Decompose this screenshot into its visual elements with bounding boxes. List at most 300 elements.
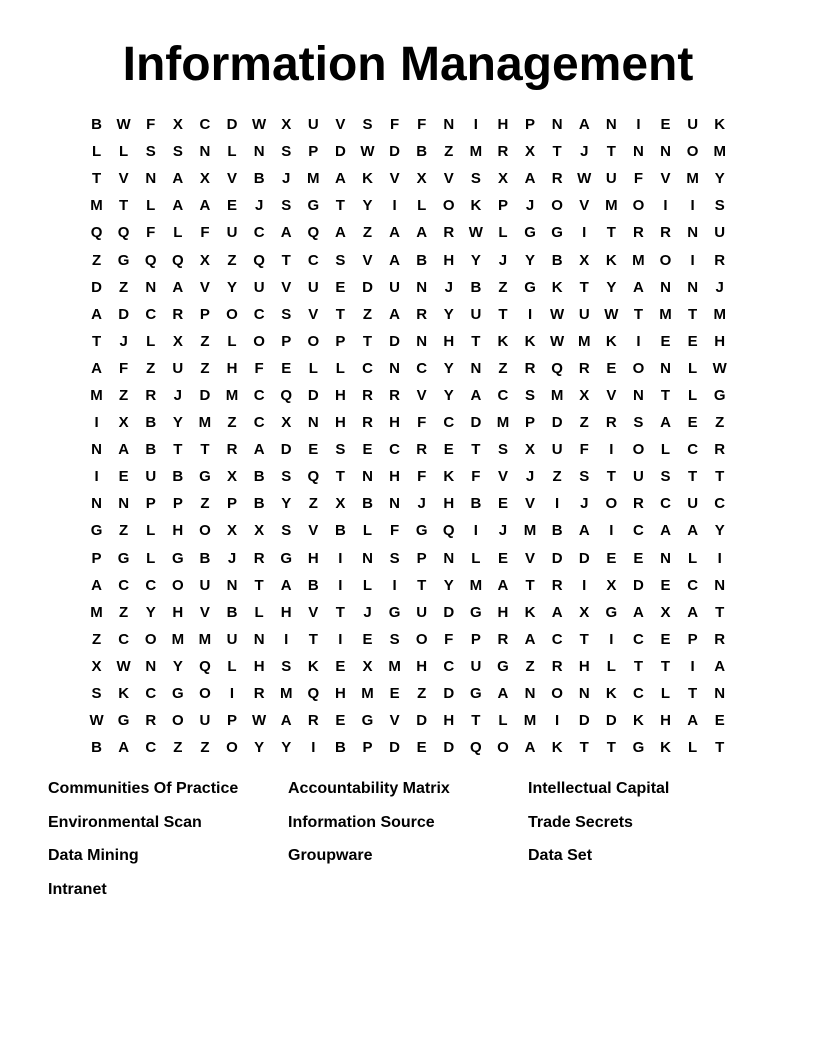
grid-letter: D [551, 414, 563, 432]
grid-letter: L [362, 576, 373, 594]
grid-letter: X [254, 522, 265, 540]
grid-letter: O [226, 305, 238, 323]
grid-letter: T [633, 657, 643, 675]
grid-letter: E [497, 495, 508, 513]
grid-letter: X [579, 251, 590, 269]
grid-letter: A [280, 576, 292, 594]
grid-letter: Q [551, 359, 563, 377]
grid-letter: C [633, 522, 644, 540]
grid-letter: H [334, 414, 346, 432]
grid-letter: N [145, 278, 157, 296]
grid-letter: O [226, 739, 238, 757]
grid-letter: Q [90, 224, 103, 242]
grid-letter: U [605, 170, 617, 188]
grid-letter: C [416, 359, 428, 377]
grid-letter: Y [443, 305, 454, 323]
grid-letter: K [362, 170, 373, 188]
grid-letter: M [388, 657, 401, 675]
grid-letter: G [713, 386, 726, 404]
grid-letter: P [172, 495, 183, 513]
grid-letter: Z [119, 522, 129, 540]
grid-letter: Z [444, 143, 454, 161]
grid-letter: C [362, 359, 373, 377]
grid-letter: C [253, 386, 265, 404]
grid-letter: P [308, 143, 319, 161]
grid-letter: M [279, 685, 293, 703]
grid-letter: M [198, 414, 212, 432]
grid-letter: I [582, 224, 587, 242]
grid-letter: Y [443, 386, 454, 404]
grid-letter: I [392, 197, 397, 215]
grid-letter: V [389, 712, 400, 730]
grid-letter: A [91, 359, 102, 377]
grid-letter: G [199, 468, 211, 486]
grid-letter: N [714, 576, 726, 594]
grid-letter: T [417, 576, 427, 594]
grid-letter: A [172, 197, 184, 215]
grid-letter: Z [227, 251, 237, 269]
grid-letter: E [281, 359, 292, 377]
grid-letter: M [361, 685, 374, 703]
grid-letter: N [660, 359, 671, 377]
grid-letter: Y [254, 739, 265, 757]
grid-letter: H [443, 332, 455, 350]
grid-letter: J [363, 603, 372, 621]
grid-letter: A [199, 197, 211, 215]
grid-letter: B [551, 522, 563, 540]
grid-letter: R [389, 386, 400, 404]
grid-letter: N [145, 657, 157, 675]
grid-letter: D [416, 712, 428, 730]
grid-letter: O [632, 441, 645, 459]
grid-letter: X [227, 468, 238, 486]
grid-letter: W [550, 305, 565, 323]
grid-letter: A [172, 170, 184, 188]
grid-letter: H [443, 251, 455, 269]
grid-letter: S [660, 468, 671, 486]
grid-letter: R [633, 495, 644, 513]
grid-letter: M [496, 414, 510, 432]
grid-letter: H [334, 685, 346, 703]
grid-letter: N [416, 332, 428, 350]
grid-letter: G [524, 224, 536, 242]
grid-letter: L [173, 224, 183, 242]
grid-letter: D [443, 739, 455, 757]
grid-letter: Y [714, 522, 725, 540]
grid-letter: X [227, 522, 238, 540]
grid-letter: N [714, 685, 726, 703]
word-list-item: Accountability Matrix [288, 780, 450, 797]
grid-letter: T [335, 468, 345, 486]
grid-letter: F [444, 630, 454, 648]
grid-letter: Y [281, 495, 292, 513]
grid-letter: D [605, 712, 617, 730]
grid-letter: Y [714, 170, 725, 188]
grid-letter: V [281, 278, 292, 296]
grid-letter: C [443, 414, 455, 432]
grid-letter: R [145, 386, 157, 404]
grid-letter: R [714, 630, 726, 648]
grid-letter: G [470, 685, 482, 703]
grid-letter: Y [362, 197, 373, 215]
grid-letter: K [551, 278, 563, 296]
grid-letter: K [307, 657, 319, 675]
grid-letter: Z [715, 414, 725, 432]
grid-letter: O [659, 251, 672, 269]
grid-letter: T [173, 441, 183, 459]
grid-letter: M [577, 332, 591, 350]
grid-letter: N [199, 143, 211, 161]
grid-letter: F [389, 522, 400, 540]
grid-letter: B [416, 143, 428, 161]
grid-letter: T [91, 332, 102, 350]
grid-letter: I [338, 549, 343, 567]
grid-letter: T [200, 441, 210, 459]
grid-letter: Q [307, 468, 320, 486]
grid-letter: B [416, 251, 428, 269]
grid-letter: I [94, 468, 99, 486]
grid-letter: A [524, 170, 536, 188]
grid-letter: E [227, 197, 238, 215]
grid-letter: T [715, 739, 725, 757]
grid-letter: S [172, 143, 183, 161]
grid-letter: A [660, 522, 671, 540]
grid-letter: G [632, 739, 645, 757]
grid-letter: H [307, 549, 319, 567]
grid-letter: O [253, 332, 265, 350]
grid-letter: N [118, 495, 130, 513]
grid-letter: A [497, 685, 509, 703]
grid-letter: R [497, 630, 509, 648]
grid-letter: S [389, 630, 400, 648]
grid-letter: K [605, 251, 617, 269]
grid-letter: E [660, 576, 671, 594]
grid-letter: P [416, 549, 427, 567]
grid-letter: W [252, 712, 267, 730]
grid-letter: T [606, 468, 616, 486]
grid-letter: V [660, 170, 671, 188]
grid-letter: M [90, 603, 103, 621]
grid-letter: T [335, 305, 345, 323]
grid-letter: B [199, 549, 211, 567]
grid-letter: T [606, 739, 616, 757]
grid-letter: D [199, 386, 211, 404]
grid-letter: Z [308, 495, 318, 513]
grid-letter: X [579, 386, 590, 404]
grid-letter: F [200, 224, 210, 242]
grid-letter: P [687, 630, 698, 648]
grid-letter: I [311, 739, 316, 757]
grid-letter: S [714, 197, 725, 215]
grid-letter: U [389, 278, 400, 296]
grid-letter: C [145, 739, 157, 757]
word-list-item: Environmental Scan [48, 813, 202, 831]
grid-letter: D [280, 441, 292, 459]
grid-letter: N [253, 143, 265, 161]
grid-letter: O [307, 332, 320, 350]
grid-letter: U [226, 224, 238, 242]
grid-letter: I [555, 495, 560, 513]
grid-letter: G [171, 685, 184, 703]
word-list-item: Information Source [288, 813, 435, 831]
grid-letter: K [660, 739, 671, 757]
grid-letter: L [471, 549, 481, 567]
grid-letter: X [660, 603, 671, 621]
grid-letter: P [525, 116, 536, 134]
grid-letter: T [281, 251, 291, 269]
grid-letter: I [636, 332, 641, 350]
grid-letter: N [91, 495, 102, 513]
grid-letter: D [362, 278, 373, 296]
grid-letter: Z [552, 468, 562, 486]
grid-letter: C [307, 251, 319, 269]
grid-letter: B [91, 116, 102, 134]
grid-letter: V [416, 386, 427, 404]
grid-letter: A [280, 712, 292, 730]
grid-letter: J [119, 332, 128, 350]
grid-letter: A [118, 739, 130, 757]
grid-letter: V [335, 116, 346, 134]
grid-letter: S [633, 414, 644, 432]
word-list-item: Trade Secrets [528, 813, 633, 831]
grid-letter: A [497, 576, 509, 594]
grid-letter: N [389, 495, 400, 513]
grid-letter: R [660, 224, 671, 242]
grid-letter: L [146, 197, 156, 215]
grid-letter: A [389, 251, 400, 269]
grid-letter: M [713, 143, 726, 161]
grid-letter: T [471, 441, 481, 459]
grid-letter: O [497, 739, 509, 757]
grid-letter: X [281, 116, 292, 134]
word-list [48, 776, 768, 911]
grid-letter: N [362, 468, 373, 486]
grid-letter: A [687, 522, 699, 540]
grid-letter: W [89, 712, 104, 730]
grid-letter: N [362, 549, 373, 567]
grid-letter: N [660, 549, 671, 567]
grid-letter: C [199, 116, 211, 134]
grid-letter: D [551, 549, 563, 567]
grid-letter: E [606, 549, 617, 567]
grid-letter: J [227, 549, 237, 567]
grid-letter: O [442, 197, 455, 215]
word-list-item: Groupware [288, 847, 373, 865]
grid-letter: U [578, 305, 590, 323]
grid-letter: H [226, 359, 238, 377]
grid-letter: N [443, 116, 455, 134]
grid-letter: O [199, 685, 211, 703]
grid-letter: L [308, 359, 318, 377]
grid-letter: Q [199, 657, 211, 675]
grid-letter: H [280, 603, 292, 621]
grid-letter: L [335, 359, 345, 377]
grid-letter: X [416, 170, 427, 188]
grid-letter: F [389, 116, 400, 134]
grid-letter: L [688, 386, 698, 404]
grid-letter: I [527, 305, 533, 323]
grid-letter: O [686, 143, 699, 161]
grid-letter: J [417, 495, 426, 513]
grid-letter: J [498, 251, 508, 269]
grid-letter: I [717, 549, 722, 567]
grid-letter: L [146, 522, 156, 540]
grid-letter: J [173, 386, 182, 404]
grid-letter: S [389, 549, 400, 567]
grid-letter: M [523, 522, 537, 540]
grid-letter: B [470, 495, 482, 513]
grid-letter: M [469, 576, 483, 594]
grid-letter: A [416, 224, 428, 242]
word-list-item: Intellectual Capital [528, 780, 670, 797]
grid-letter: A [389, 224, 400, 242]
grid-letter: S [470, 170, 481, 188]
grid-letter: T [119, 197, 129, 215]
grid-letter: B [172, 468, 184, 486]
grid-letter: E [660, 116, 671, 134]
grid-letter: T [688, 685, 698, 703]
grid-letter: H [389, 414, 400, 432]
grid-letter: W [468, 224, 483, 242]
grid-letter: Z [91, 630, 102, 648]
grid-letter: T [579, 630, 589, 648]
grid-letter: X [91, 657, 102, 675]
grid-letter: Y [281, 739, 292, 757]
grid-letter: L [606, 657, 616, 675]
grid-letter: J [444, 278, 453, 296]
grid-letter: K [524, 603, 536, 621]
word-list-item: Data Set [528, 847, 593, 865]
page-title: Information Management [122, 38, 694, 91]
grid-letter: T [254, 576, 264, 594]
grid-letter: Z [200, 332, 210, 350]
grid-letter: C [118, 630, 130, 648]
grid-letter: G [524, 278, 536, 296]
grid-letter: E [118, 468, 129, 486]
grid-letter: A [524, 739, 536, 757]
grid-letter: Q [470, 739, 482, 757]
grid-letter: U [470, 657, 482, 675]
grid-letter: E [362, 630, 373, 648]
grid-letter: Y [227, 278, 238, 296]
grid-letter: E [714, 712, 725, 730]
grid-letter: V [118, 170, 129, 188]
grid-letter: T [688, 468, 698, 486]
grid-letter: Z [525, 657, 535, 675]
grid-letter: H [497, 116, 509, 134]
grid-letter: A [578, 522, 590, 540]
grid-letter: C [687, 441, 699, 459]
grid-letter: N [443, 549, 455, 567]
grid-letter: U [551, 441, 563, 459]
grid-letter: G [551, 224, 563, 242]
grid-letter: J [254, 197, 264, 215]
grid-letter: T [525, 576, 535, 594]
grid-letter: T [471, 712, 481, 730]
grid-letter: T [579, 278, 589, 296]
grid-letter: S [362, 116, 373, 134]
grid-letter: C [145, 685, 157, 703]
grid-letter: C [389, 441, 400, 459]
grid-letter: Z [498, 278, 508, 296]
grid-letter: I [338, 576, 343, 594]
grid-letter: Y [443, 359, 454, 377]
grid-letter: R [551, 576, 563, 594]
grid-letter: K [551, 739, 563, 757]
grid-letter: R [714, 251, 726, 269]
grid-letter: Z [498, 359, 508, 377]
grid-letter: D [443, 603, 455, 621]
grid-letter: P [362, 739, 373, 757]
grid-letter: Z [417, 685, 427, 703]
grid-letter: U [253, 278, 265, 296]
grid-letter: U [714, 224, 726, 242]
grid-letter: M [605, 197, 618, 215]
grid-letter: B [362, 495, 373, 513]
grid-letter: N [687, 224, 699, 242]
grid-letter: L [91, 143, 102, 161]
grid-letter: E [335, 278, 346, 296]
grid-letter: X [281, 414, 292, 432]
grid-letter: N [633, 143, 644, 161]
grid-letter: X [199, 251, 210, 269]
grid-letter: X [525, 143, 536, 161]
grid-letter: H [443, 712, 455, 730]
grid-letter: X [606, 576, 617, 594]
grid-letter: P [470, 630, 481, 648]
grid-letter: Z [173, 739, 183, 757]
grid-letter: V [525, 495, 536, 513]
grid-letter: A [633, 603, 644, 621]
grid-letter: R [551, 170, 563, 188]
grid-letter: V [308, 522, 319, 540]
grid-letter: M [225, 386, 239, 404]
grid-letter: N [524, 685, 536, 703]
grid-letter: C [551, 630, 563, 648]
grid-letter: Y [172, 414, 183, 432]
grid-letter: O [632, 197, 645, 215]
grid-letter: L [227, 332, 237, 350]
grid-letter: E [633, 549, 644, 567]
grid-letter: G [117, 712, 130, 730]
grid-letter: L [498, 224, 508, 242]
grid-letter: L [119, 143, 129, 161]
grid-letter: S [281, 468, 292, 486]
grid-letter: V [362, 251, 373, 269]
grid-letter: J [715, 278, 724, 296]
grid-letter: M [632, 251, 645, 269]
grid-letter: D [578, 712, 590, 730]
grid-letter: H [443, 495, 455, 513]
grid-letter: M [90, 386, 103, 404]
grid-letter: E [443, 441, 454, 459]
grid-letter: Z [200, 739, 210, 757]
grid-letter: D [470, 414, 482, 432]
grid-letter: D [633, 576, 644, 594]
grid-letter: R [253, 685, 265, 703]
grid-letter: U [172, 359, 184, 377]
grid-letter: L [417, 197, 427, 215]
grid-letter: Y [525, 251, 536, 269]
grid-letter: I [229, 685, 235, 703]
grid-letter: R [307, 712, 319, 730]
grid-letter: T [633, 305, 643, 323]
grid-letter: P [227, 495, 238, 513]
grid-letter: I [582, 576, 587, 594]
grid-letter: M [198, 630, 212, 648]
grid-letter: P [199, 305, 210, 323]
grid-letter: T [552, 143, 562, 161]
